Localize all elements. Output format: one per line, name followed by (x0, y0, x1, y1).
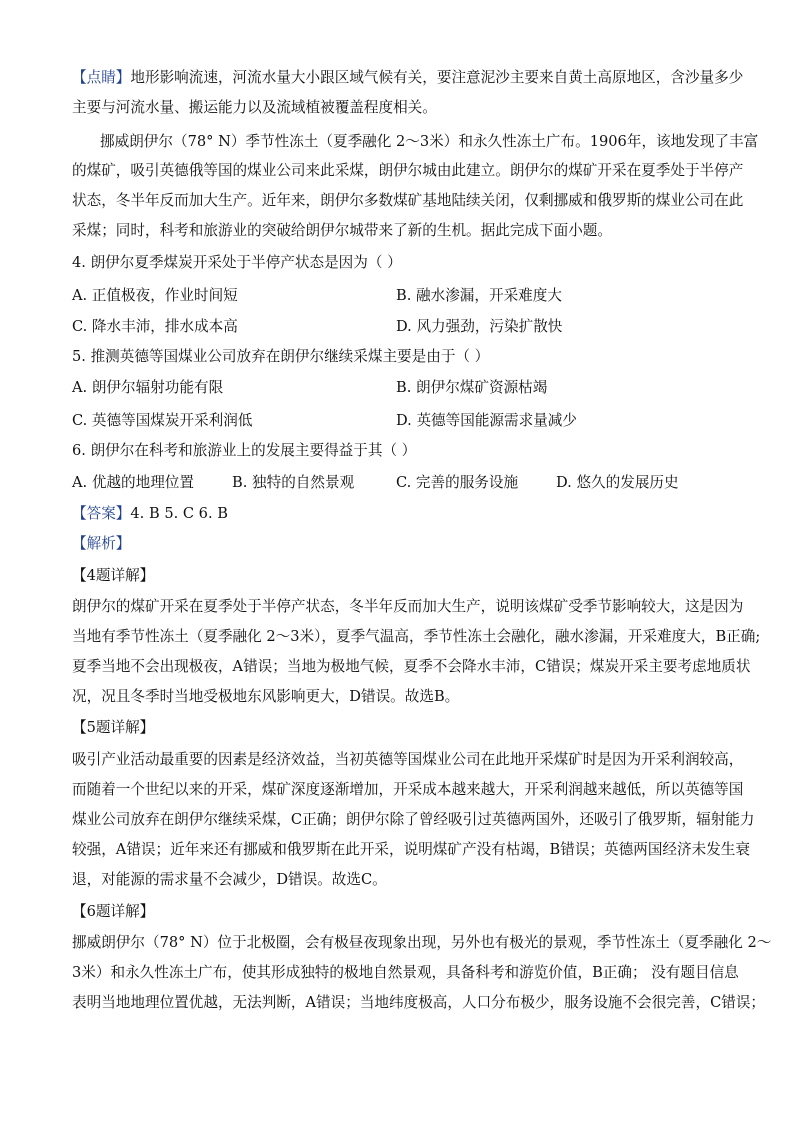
detail-5-line-2: 而随着一个世纪以来的开采，煤矿深度逐渐增加，开采成本越来越大，开采利润越来越低，所以英德等国 (72, 781, 744, 798)
passage-line-2: 的煤矿，吸引英德俄等国的煤业公司来此采煤，朗伊尔城由此建立。朗伊尔的煤矿开采在夏季处于半停产 (72, 162, 744, 179)
answer-line (72, 504, 228, 524)
detail-5-line-4: 较强，A错误；近年来还有挪威和俄罗斯在此开采，说明煤矿产没有枯竭，B错误；英德两国经济未发生衰 (72, 841, 750, 858)
jiexi-heading: 【解析】 (72, 535, 131, 552)
detail-6-line-3: 表明当地地理位置优越，无法判断，A错误；当地纬度极高，人口分布极少，服务设施不会很完善，C错误； (72, 994, 766, 1011)
passage-line-4: 采煤；同时，科考和旅游业的突破给朗伊尔城带来了新的生机。据此完成下面小题。 (72, 222, 612, 239)
detail-4-line-2: 当地有季节性冻土（夏季融化 2～3米），夏季气温高，季节性冻土会融化，融水渗漏，开采难度大，B正确; (72, 628, 761, 645)
q5-option-c: C. 英德等国煤炭开采利润低 (72, 412, 253, 429)
detail-6-line-2: 3米）和永久性冻土广布，使其形成独特的极地自然景观，具备科考和游览价值，B正确； 没有题目信息 (72, 964, 739, 981)
detail-4-line-1: 朗伊尔的煤矿开采在夏季处于半停产状态，冬半年反而加大生产，说明该煤矿受季节影响较大，这是因为 (72, 598, 744, 615)
q6-option-a: A. 优越的地理位置 (72, 474, 194, 491)
passage-line-3: 状态，冬半年反而加大生产。近年来，朗伊尔多数煤矿基地陆续关闭，仅剩挪威和俄罗斯的煤业公司在此 (72, 192, 744, 209)
q4-option-a: A. 正值极夜，作业时间短 (72, 287, 238, 304)
answer-text: 4. B 5. C 6. B (130, 505, 228, 522)
detail-5-title: 【5题详解】 (72, 719, 155, 736)
detail-4-line-3: 夏季当地不会出现极夜，A错误；当地为极地气候，夏季不会降水丰沛，C错误；煤炭开采主要考虑地质状 (72, 658, 751, 675)
dianjing-tag: 【点睛】 (72, 69, 131, 86)
answer-tag: 【答案】 (72, 505, 131, 522)
detail-5-line-3: 煤业公司放弃在朗伊尔继续采煤，C正确；朗伊尔除了曾经吸引过英德两国外，还吸引了俄罗斯，辐射能力 (72, 811, 755, 828)
detail-4-line-4: 况，况且冬季时当地受极地东风影响更大，D错误。故选B。 (72, 688, 460, 705)
q4-option-d: D. 风力强劲，污染扩散快 (396, 318, 563, 335)
q5-option-b: B. 朗伊尔煤矿资源枯竭 (396, 379, 548, 396)
q6-option-b: B. 独特的自然景观 (232, 474, 355, 491)
q6-option-d: D. 悠久的发展历史 (556, 474, 679, 491)
detail-5-line-1: 吸引产业活动最重要的因素是经济效益，当初英德等国煤业公司在此地开采煤矿时是因为开采利润较高， (72, 751, 744, 768)
detail-4-title: 【4题详解】 (72, 567, 155, 584)
q6-option-c: C. 完善的服务设施 (396, 474, 519, 491)
q5-option-d: D. 英德等国能源需求量减少 (396, 412, 577, 429)
q4-stem: 4. 朗伊尔夏季煤炭开采处于半停产状态是因为（ ） (72, 254, 402, 271)
detail-5-line-5: 退，对能源的需求量不会减少，D错误。故选C。 (72, 871, 387, 888)
q4-option-b: B. 融水渗漏，开采难度大 (396, 287, 562, 304)
q5-option-a: A. 朗伊尔辐射功能有限 (72, 379, 224, 396)
q6-stem: 6. 朗伊尔在科考和旅游业上的发展主要得益于其（ ） (72, 442, 417, 459)
q4-option-c: C. 降水丰沛，排水成本高 (72, 318, 238, 335)
dianjing-line-2: 主要与河流水量、搬运能力以及流域植被覆盖程度相关。 (72, 99, 437, 116)
detail-6-title: 【6题详解】 (72, 903, 155, 920)
detail-6-line-1: 挪威朗伊尔（78° N）位于北极圈，会有极昼夜现象出现，另外也有极光的景观，季节性冻土（夏季融化 2～ (72, 934, 772, 951)
dianjing-line-1: 【点睛】地形影响流速，河流水量大小跟区域气候有关，要注意泥沙主要来自黄土高原地区，含沙量多少 (72, 69, 744, 86)
q5-stem: 5. 推测英德等国煤业公司放弃在朗伊尔继续采煤主要是由于（ ） (72, 348, 490, 365)
passage-line-1: 挪威朗伊尔（78° N）季节性冻土（夏季融化 2～3米）和永久性冻土广布。1906年，该地发现了丰富 (100, 133, 759, 150)
